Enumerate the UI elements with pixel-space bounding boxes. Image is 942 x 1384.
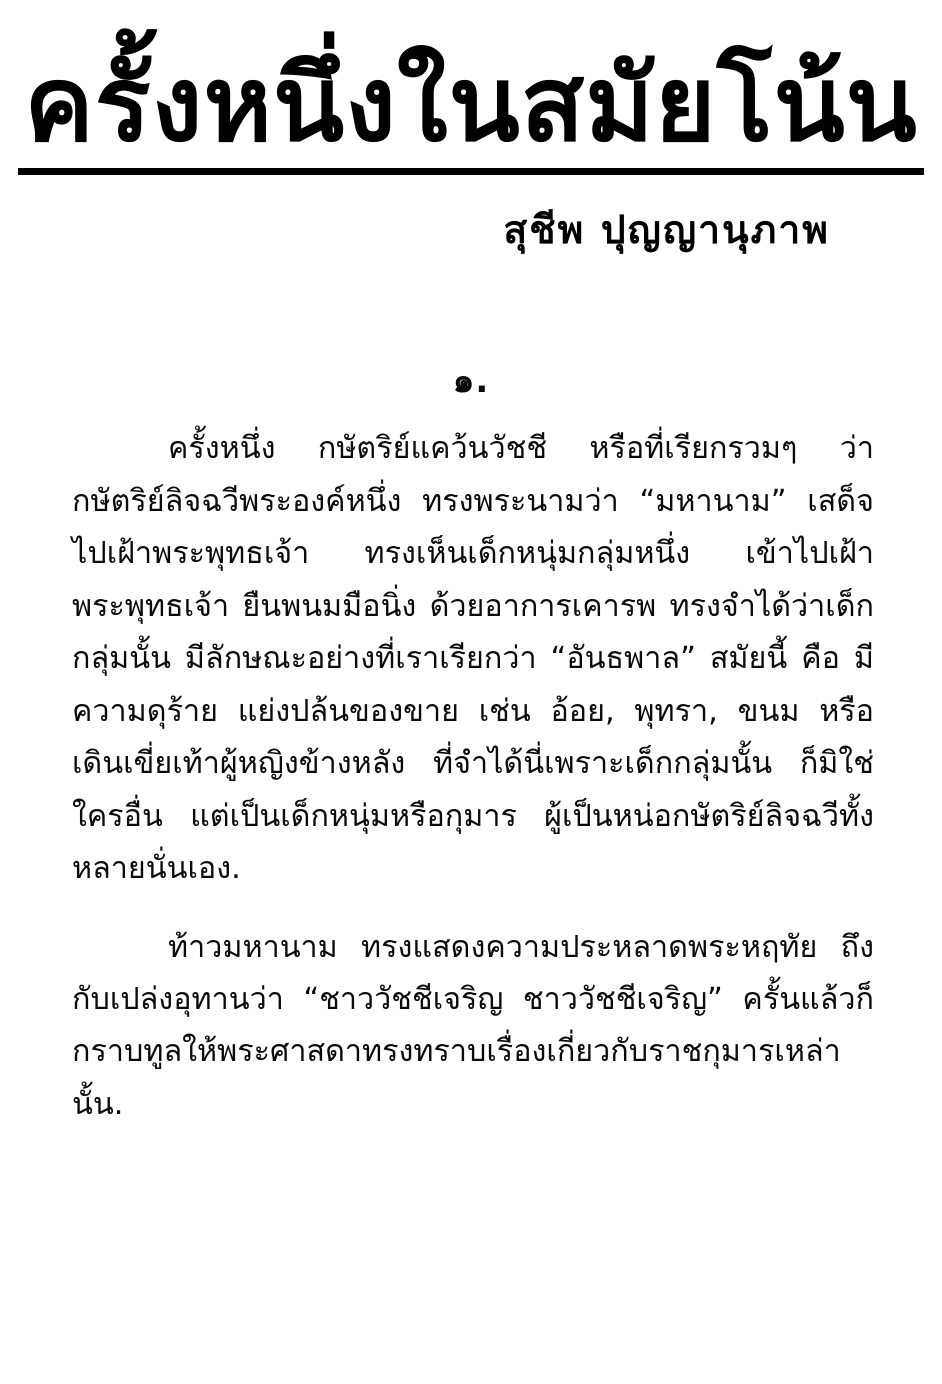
page-title: ครั้งหนึ่งในสมัยโน้น	[18, 46, 924, 175]
title-block	[0, 0, 942, 175]
section-number: ๑.	[452, 361, 490, 402]
author-byline: สุชีพ ปุญญานุภาพ	[503, 208, 830, 254]
body-text	[72, 423, 874, 1131]
paragraph-2: ท้าวมหานาม ทรงแสดงความประหลาดพระหฤทัย ถึงกับเปล่งอุทานว่า “ชาววัชชีเจริญ ชาววัชชีเจริญ” ครั้นแล้วก็กราบทูลให้พระศาสดาทรงทราบเรื่องเกี่ยวกับราชกุมารเหล่านั้น.	[72, 929, 874, 1122]
paragraph-1: ครั้งหนึ่ง กษัตริย์แคว้นวัชชี หรือที่เรียกรวมๆ ว่ากษัตริย์ลิจฉวีพระองค์หนึ่ง ทรงพระนามว่า “มหานาม” เสด็จไปเฝ้าพระพุทธเจ้า ทรงเห็นเด็กหนุ่มกลุ่มหนึ่ง เข้าไปเฝ้าพระพุทธเจ้า ยืนพนมมือนิ่ง ด้วยอาการเคารพ ทรงจำได้ว่าเด็กกลุ่มนั้น มีลักษณะอย่างที่เราเรียกว่า “อันธพาล” สมัยนี้ คือ มีความดุร้าย แย่งปล้นของขาย เช่น อ้อย, พุทรา, ขนม หรือเดินเขี่ยเท้าผู้หญิงข้างหลัง ที่จำได้นี่เพราะเด็กกลุ่มนั้น ก็มิใช่ใครอื่น แต่เป็นเด็กหนุ่มหรือกุมาร ผู้เป็นหน่อกษัตริย์ลิจฉวีทั้งหลายนั่นเอง.	[72, 431, 874, 887]
byline-row	[0, 199, 942, 261]
